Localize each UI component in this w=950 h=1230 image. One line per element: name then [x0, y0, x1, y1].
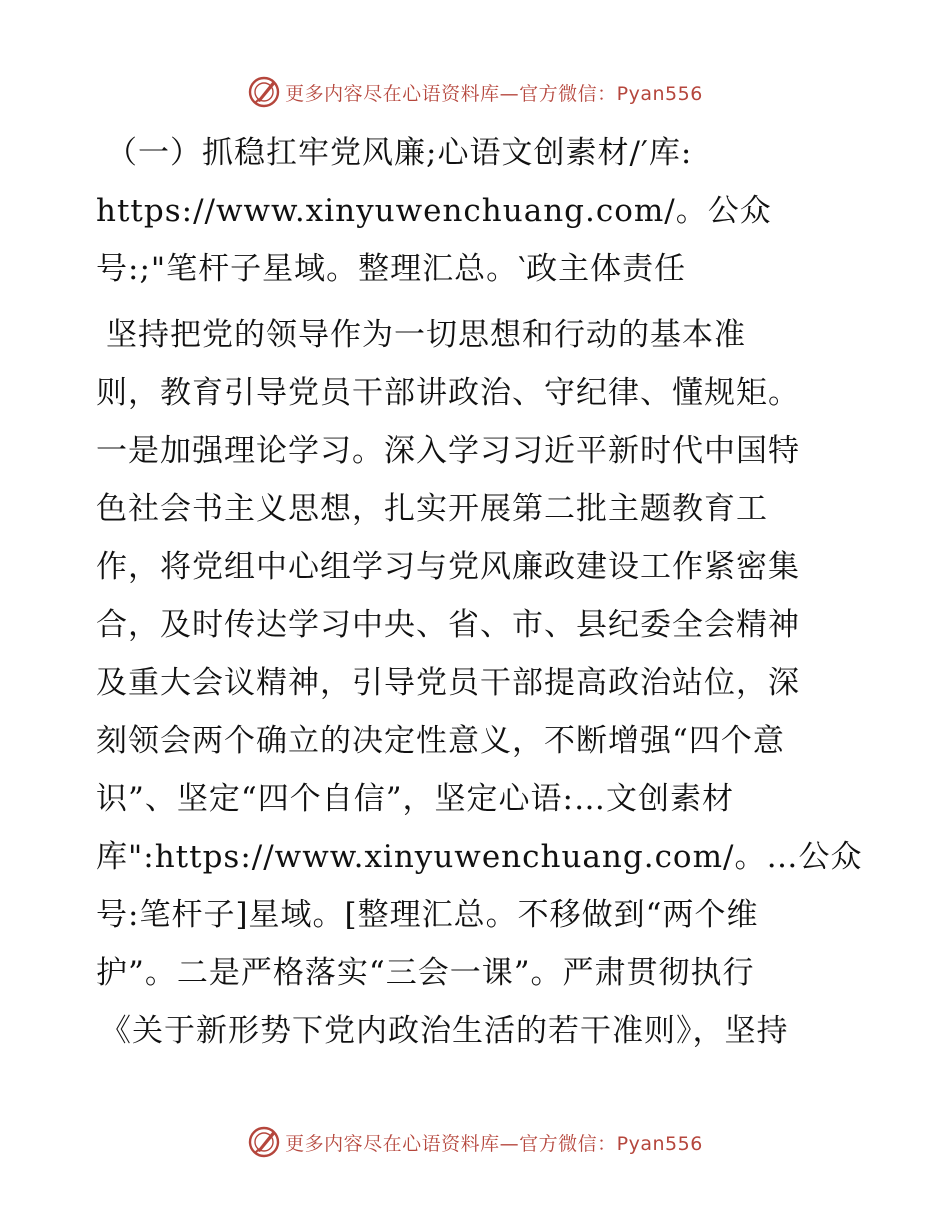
text-line-9: 合，及时传达学习中央、省、市、县纪委全会精神	[96, 607, 800, 643]
quill-pen-logo-icon	[247, 75, 281, 109]
text-line-12: 识”、坚定“四个自信”，坚定心语:…文创素材	[96, 781, 734, 817]
text-line-10: 及重大会议精神，引导党员干部提高政治站位，深	[96, 665, 800, 701]
footer-banner-text: 更多内容尽在心语资料库—官方微信：Pyan556	[285, 1132, 703, 1155]
text-line-14: 号:笔杆子]星域。[整理汇总。不移做到“两个维	[96, 897, 759, 933]
header-banner	[0, 72, 950, 112]
text-line-1: （一）抓稳扛牢党风廉;心语文创素材/′库:	[106, 135, 693, 171]
text-line-13: 库":https://www.xinyuwenchuang.com/。…公众	[96, 839, 863, 875]
text-line-2: https://www.xinyuwenchuang.com/。公众	[96, 193, 772, 229]
text-line-15: 护”。二是严格落实“三会一课”。严肃贯彻执行	[96, 955, 755, 991]
text-line-3: 号:;"笔杆子星域。整理汇总。‵政主体责任	[96, 251, 687, 287]
document-body	[96, 124, 866, 1060]
quill-pen-logo-icon	[247, 1125, 281, 1159]
text-line-7: 色社会书主义思想，扎实开展第二批主题教育工	[96, 491, 768, 527]
text-line-4: 坚持把党的领导作为一切思想和行动的基本准	[106, 317, 746, 353]
footer-banner	[0, 1122, 950, 1162]
text-line-8: 作，将党组中心组学习与党风廉政建设工作紧密集	[96, 549, 800, 585]
text-line-16: 《关于新形势下党内政治生活的若干准则》，坚持	[100, 1013, 789, 1049]
text-line-6: 一是加强理论学习。深入学习习近平新时代中国特	[96, 433, 800, 469]
text-line-11: 刻领会两个确立的决定性意义，不断增强“四个意	[96, 723, 785, 759]
text-line-5: 则，教育引导党员干部讲政治、守纪律、懂规矩。	[96, 375, 800, 411]
header-banner-text: 更多内容尽在心语资料库—官方微信：Pyan556	[285, 82, 703, 105]
